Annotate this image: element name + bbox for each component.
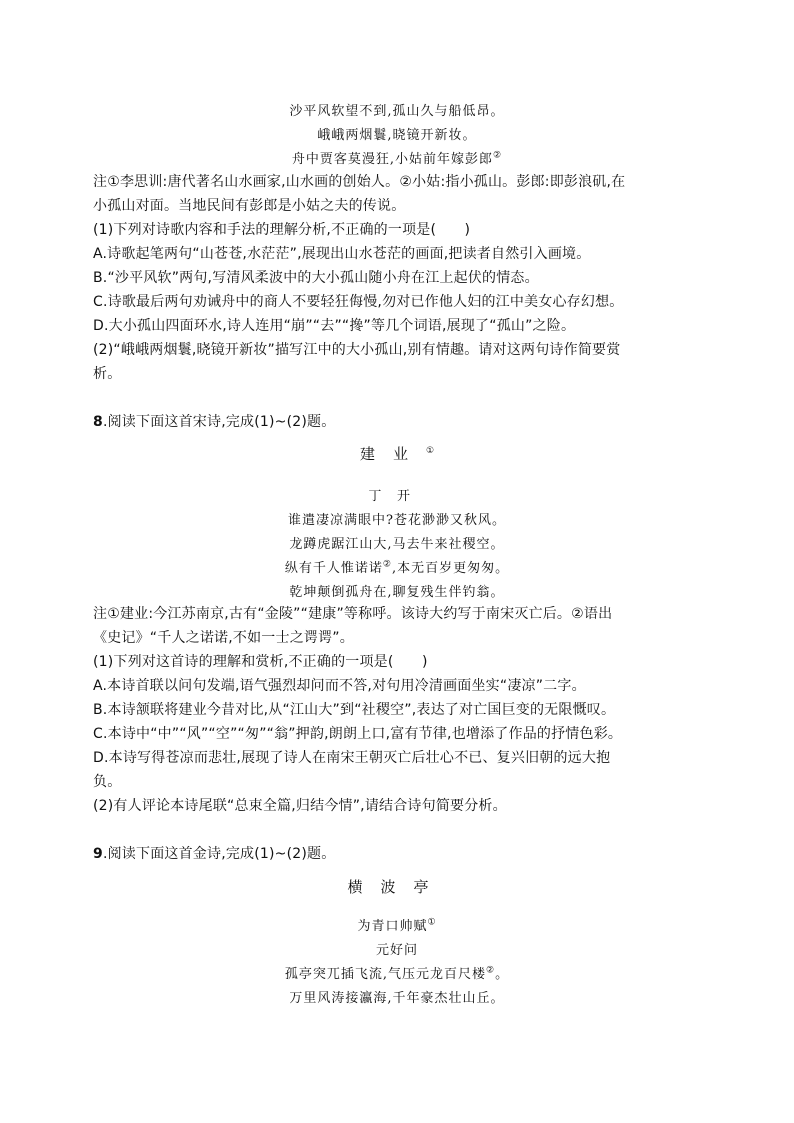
q8-poem-line-3 [0,557,794,576]
poem7-line-2: 峨峨两烟鬟,晓镜开新妆。 [317,128,477,143]
q8-intro [93,410,709,434]
poem7-q1-option-d: D.大小孤山四面环水,诗人连用“崩”“去”“搀”等几个词语,展现了“孤山”之险。 [93,318,576,334]
poem7-q1-option-a: A.诗歌起笔两句“山苍苍,水茫茫”,展现出山水苍茫的画面,把读者自然引入画境。 [93,246,591,262]
q8-poem-title-text: 建业 [359,445,426,463]
q8-number: 8 [93,414,103,430]
q9-poem-line-1-text: 孤亭突兀插飞流,气压元龙百尺楼 [284,967,487,982]
q9-intro-text: .阅读下面这首金诗,完成(1)~(2)题。 [102,846,336,862]
poem7-q2-line-2: 析。 [93,366,122,382]
q8-notes-line-1: 注①建业:今江苏南京,古有“金陵”“建康”等称呼。该诗大约写于南宋灭亡后。②语出 [93,606,613,622]
poem7-line-3 [0,148,794,167]
q9-line1-note-marker: ② [486,965,496,976]
q8-q1-option-c: C.本诗中“中”“风”“空”“匆”“翁”押韵,朗朗上口,富有节律,也增添了作品的抒情色彩。 [93,726,623,742]
poem7-q1-option-c: C.诗歌最后两句劝诫舟中的商人不要轻狂侮慢,勿对已作他人妇的江中美女心存幻想。 [93,294,624,310]
q9-subtitle [0,915,794,934]
q9-subtitle-note-marker: ① [427,917,437,928]
q9-number: 9 [93,846,103,862]
q8-poem-line-1: 谁遣凄凉满眼中?苍花渺渺又秋风。 [288,513,506,528]
q9-poem-title [0,876,794,897]
poem7-note-marker: ② [493,150,503,161]
q8-q2: (2)有人评论本诗尾联“总束全篇,归结今情”,请结合诗句简要分析。 [93,798,507,814]
poem7-q1-stem: (1)下列对诗歌内容和手法的理解分析,不正确的一项是( ) [93,222,471,238]
poem7-notes [93,170,709,386]
q8-q1-option-b: B.本诗颔联将建业今昔对比,从“江山大”到“社稷空”,表达了对亡国巨变的无限慨叹。 [93,702,616,718]
q9-intro [93,842,709,866]
poem7-q2-line-1: (2)“峨峨两烟鬟,晓镜开新妆”描写江中的大小孤山,别有情趣。请对这两句诗作简要赏 [93,342,621,358]
q8-q1-option-d-line-2: 负。 [93,774,122,790]
q8-author [0,485,794,504]
q8-title-note-marker: ① [425,446,435,456]
q9-poem-title-text: 横波亭 [347,878,447,896]
q9-subtitle-text: 为青口帅赋 [357,919,428,934]
poem7-line-1: 沙平风软望不到,孤山久与船低昂。 [289,104,505,119]
poem7-line-3-text: 舟中贾客莫漫狂,小姑前年嫁彭郎 [291,152,494,167]
poem7-q1-option-b: B.“沙平风软”两句,写清风柔波中的大小孤山随小舟在江上起伏的情态。 [93,270,539,286]
q8-poem-line-2: 龙蹲虎踞江山大,马去牛来社稷空。 [289,537,505,552]
q8-body [93,602,709,818]
q8-intro-text: .阅读下面这首宋诗,完成(1)~(2)题。 [102,414,336,430]
q8-poem-line-4: 乾坤颠倒孤舟在,聊复残生伴钓翁。 [289,585,505,600]
poem7-notes-line-2: 小孤山对面。当地民间有彭郎是小姑之夫的传说。 [93,198,406,214]
q8-q1-option-d-line-1: D.本诗写得苍凉而悲壮,展现了诗人在南宋王朝灭亡后壮心不已、复兴旧朝的远大抱 [93,750,611,766]
q8-notes-line-2: 《史记》“千人之诺诺,不如一士之谔谔”。 [93,630,354,646]
q8-poem-line-3-text: 纵有千人惟诺诺 [284,561,383,576]
q8-author-text: 丁开 [368,489,426,504]
q9-author: 元好问 [375,943,418,958]
q9-poem-line-2: 万里风涛接瀛海,千年豪杰壮山丘。 [289,991,505,1006]
q9-poem-line-1 [0,963,794,982]
poem7-notes-line-1: 注①李思训:唐代著名山水画家,山水画的创始人。②小姑:指小孤山。彭郎:即彭浪矶,在 [93,174,626,190]
q8-poem-line-3-tail: ,本无百岁更匆匆。 [391,561,510,576]
q8-poem-title [0,443,794,464]
q8-q1-option-a: A.本诗首联以问句发端,语气强烈却问而不答,对句用冷清画面坐实“凄凉”二字。 [93,678,586,694]
q8-q1-stem: (1)下列对这首诗的理解和赏析,不正确的一项是( ) [93,654,428,670]
q8-line3-note-marker: ② [382,559,392,570]
q9-poem-line-1-tail: 。 [495,967,510,982]
